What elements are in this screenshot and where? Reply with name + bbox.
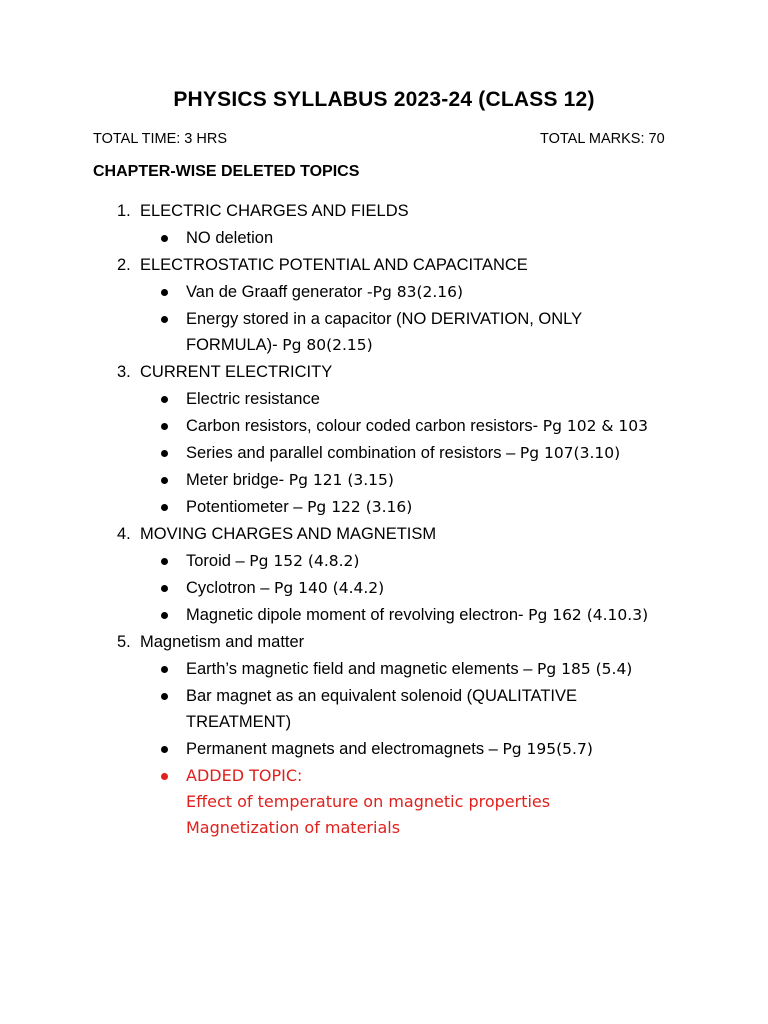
bullet-icon	[161, 289, 168, 296]
topic-item	[0, 683, 768, 735]
section-heading: CHAPTER-WISE DELETED TOPICS	[93, 163, 360, 180]
total-marks: TOTAL MARKS: 70	[540, 131, 665, 147]
topic-list	[0, 548, 768, 628]
topic-text: Electric resistance	[186, 390, 320, 408]
bullet-icon	[161, 612, 168, 619]
topic-list	[0, 225, 768, 251]
bullet-icon	[161, 504, 168, 511]
topic-text: Cyclotron –	[186, 579, 275, 597]
chapter-name: ELECTROSTATIC POTENTIAL AND CAPACITANCE	[140, 256, 528, 274]
bullet-icon	[161, 693, 168, 700]
page-reference: Pg 107(3.10)	[519, 444, 621, 462]
page-reference: Pg 185 (5.4)	[536, 660, 633, 678]
added-topic-text: Effect of temperature on magnetic properties	[186, 792, 551, 811]
topic-text: NO deletion	[186, 229, 274, 247]
page-reference: Pg 162 (4.10.3)	[528, 606, 649, 624]
added-topic-label: ADDED TOPIC:	[186, 766, 303, 785]
chapter-list	[0, 198, 768, 842]
topic-text: Bar magnet as an equivalent solenoid (QUALITATIVE TREATMENT)	[186, 687, 578, 731]
added-topic-item	[0, 763, 768, 841]
topic-text: Van de Graaff generator	[186, 283, 368, 301]
page-reference: Pg 80(2.15)	[282, 336, 373, 354]
topic-text: Magnetic dipole moment of revolving electron-	[186, 606, 529, 624]
topic-item	[0, 575, 768, 601]
topic-item	[0, 306, 768, 358]
page-reference: Pg 121 (3.15)	[288, 471, 394, 489]
chapter-item	[0, 252, 768, 278]
topic-item	[0, 656, 768, 682]
chapter-number: 1.	[117, 202, 131, 220]
chapter-number: 3.	[117, 363, 131, 381]
chapter-name: CURRENT ELECTRICITY	[140, 363, 333, 381]
bullet-icon	[161, 773, 168, 780]
bullet-icon	[161, 585, 168, 592]
topic-text: Carbon resistors, colour coded carbon resistors-	[186, 417, 543, 435]
topic-item	[0, 736, 768, 762]
chapter-name: MOVING CHARGES AND MAGNETISM	[140, 525, 437, 543]
bullet-icon	[161, 477, 168, 484]
bullet-icon	[161, 746, 168, 753]
topic-text: Series and parallel combination of resistors –	[186, 444, 520, 462]
topic-list	[0, 279, 768, 358]
page-reference: Pg 140 (4.4.2)	[274, 579, 385, 597]
topic-text: Earth’s magnetic field and magnetic elements –	[186, 660, 537, 678]
topic-item	[0, 548, 768, 574]
topic-list	[0, 656, 768, 841]
topic-item	[0, 440, 768, 466]
topic-item	[0, 602, 768, 628]
topic-list	[0, 386, 768, 520]
bullet-icon	[161, 235, 168, 242]
chapter-item	[0, 629, 768, 655]
bullet-icon	[161, 666, 168, 673]
chapter-number: 2.	[117, 256, 131, 274]
topic-text: Permanent magnets and electromagnets –	[186, 740, 503, 758]
bullet-icon	[161, 450, 168, 457]
topic-item	[0, 386, 768, 412]
bullet-icon	[161, 558, 168, 565]
chapter-name: Magnetism and matter	[140, 633, 305, 651]
topic-item	[0, 413, 768, 439]
total-time: TOTAL TIME: 3 HRS	[93, 131, 228, 147]
page-title: PHYSICS SYLLABUS 2023-24 (CLASS 12)	[173, 88, 595, 111]
added-topic-text: Magnetization of materials	[186, 818, 401, 837]
topic-item	[0, 494, 768, 520]
bullet-icon	[161, 316, 168, 323]
chapter-item	[0, 198, 768, 224]
chapter-number: 5.	[117, 633, 131, 651]
page-reference: Pg 195(5.7)	[502, 740, 593, 758]
topic-text: Toroid –	[186, 552, 250, 570]
page-reference: Pg 152 (4.8.2)	[249, 552, 360, 570]
page-reference: Pg 102 & 103	[542, 417, 648, 435]
bullet-icon	[161, 423, 168, 430]
chapter-item	[0, 359, 768, 385]
bullet-icon	[161, 396, 168, 403]
chapter-number: 4.	[117, 525, 131, 543]
topic-text: Energy stored in a capacitor (NO DERIVATION, ONLY FORMULA)-	[186, 310, 582, 354]
topic-item	[0, 279, 768, 305]
topic-item	[0, 467, 768, 493]
topic-text: Potentiometer –	[186, 498, 308, 516]
topic-item	[0, 225, 768, 251]
page-reference: Pg 122 (3.16)	[307, 498, 413, 516]
chapter-item	[0, 521, 768, 547]
chapter-name: ELECTRIC CHARGES AND FIELDS	[140, 202, 409, 220]
page-reference: -Pg 83(2.16)	[367, 283, 464, 301]
topic-text: Meter bridge-	[186, 471, 289, 489]
